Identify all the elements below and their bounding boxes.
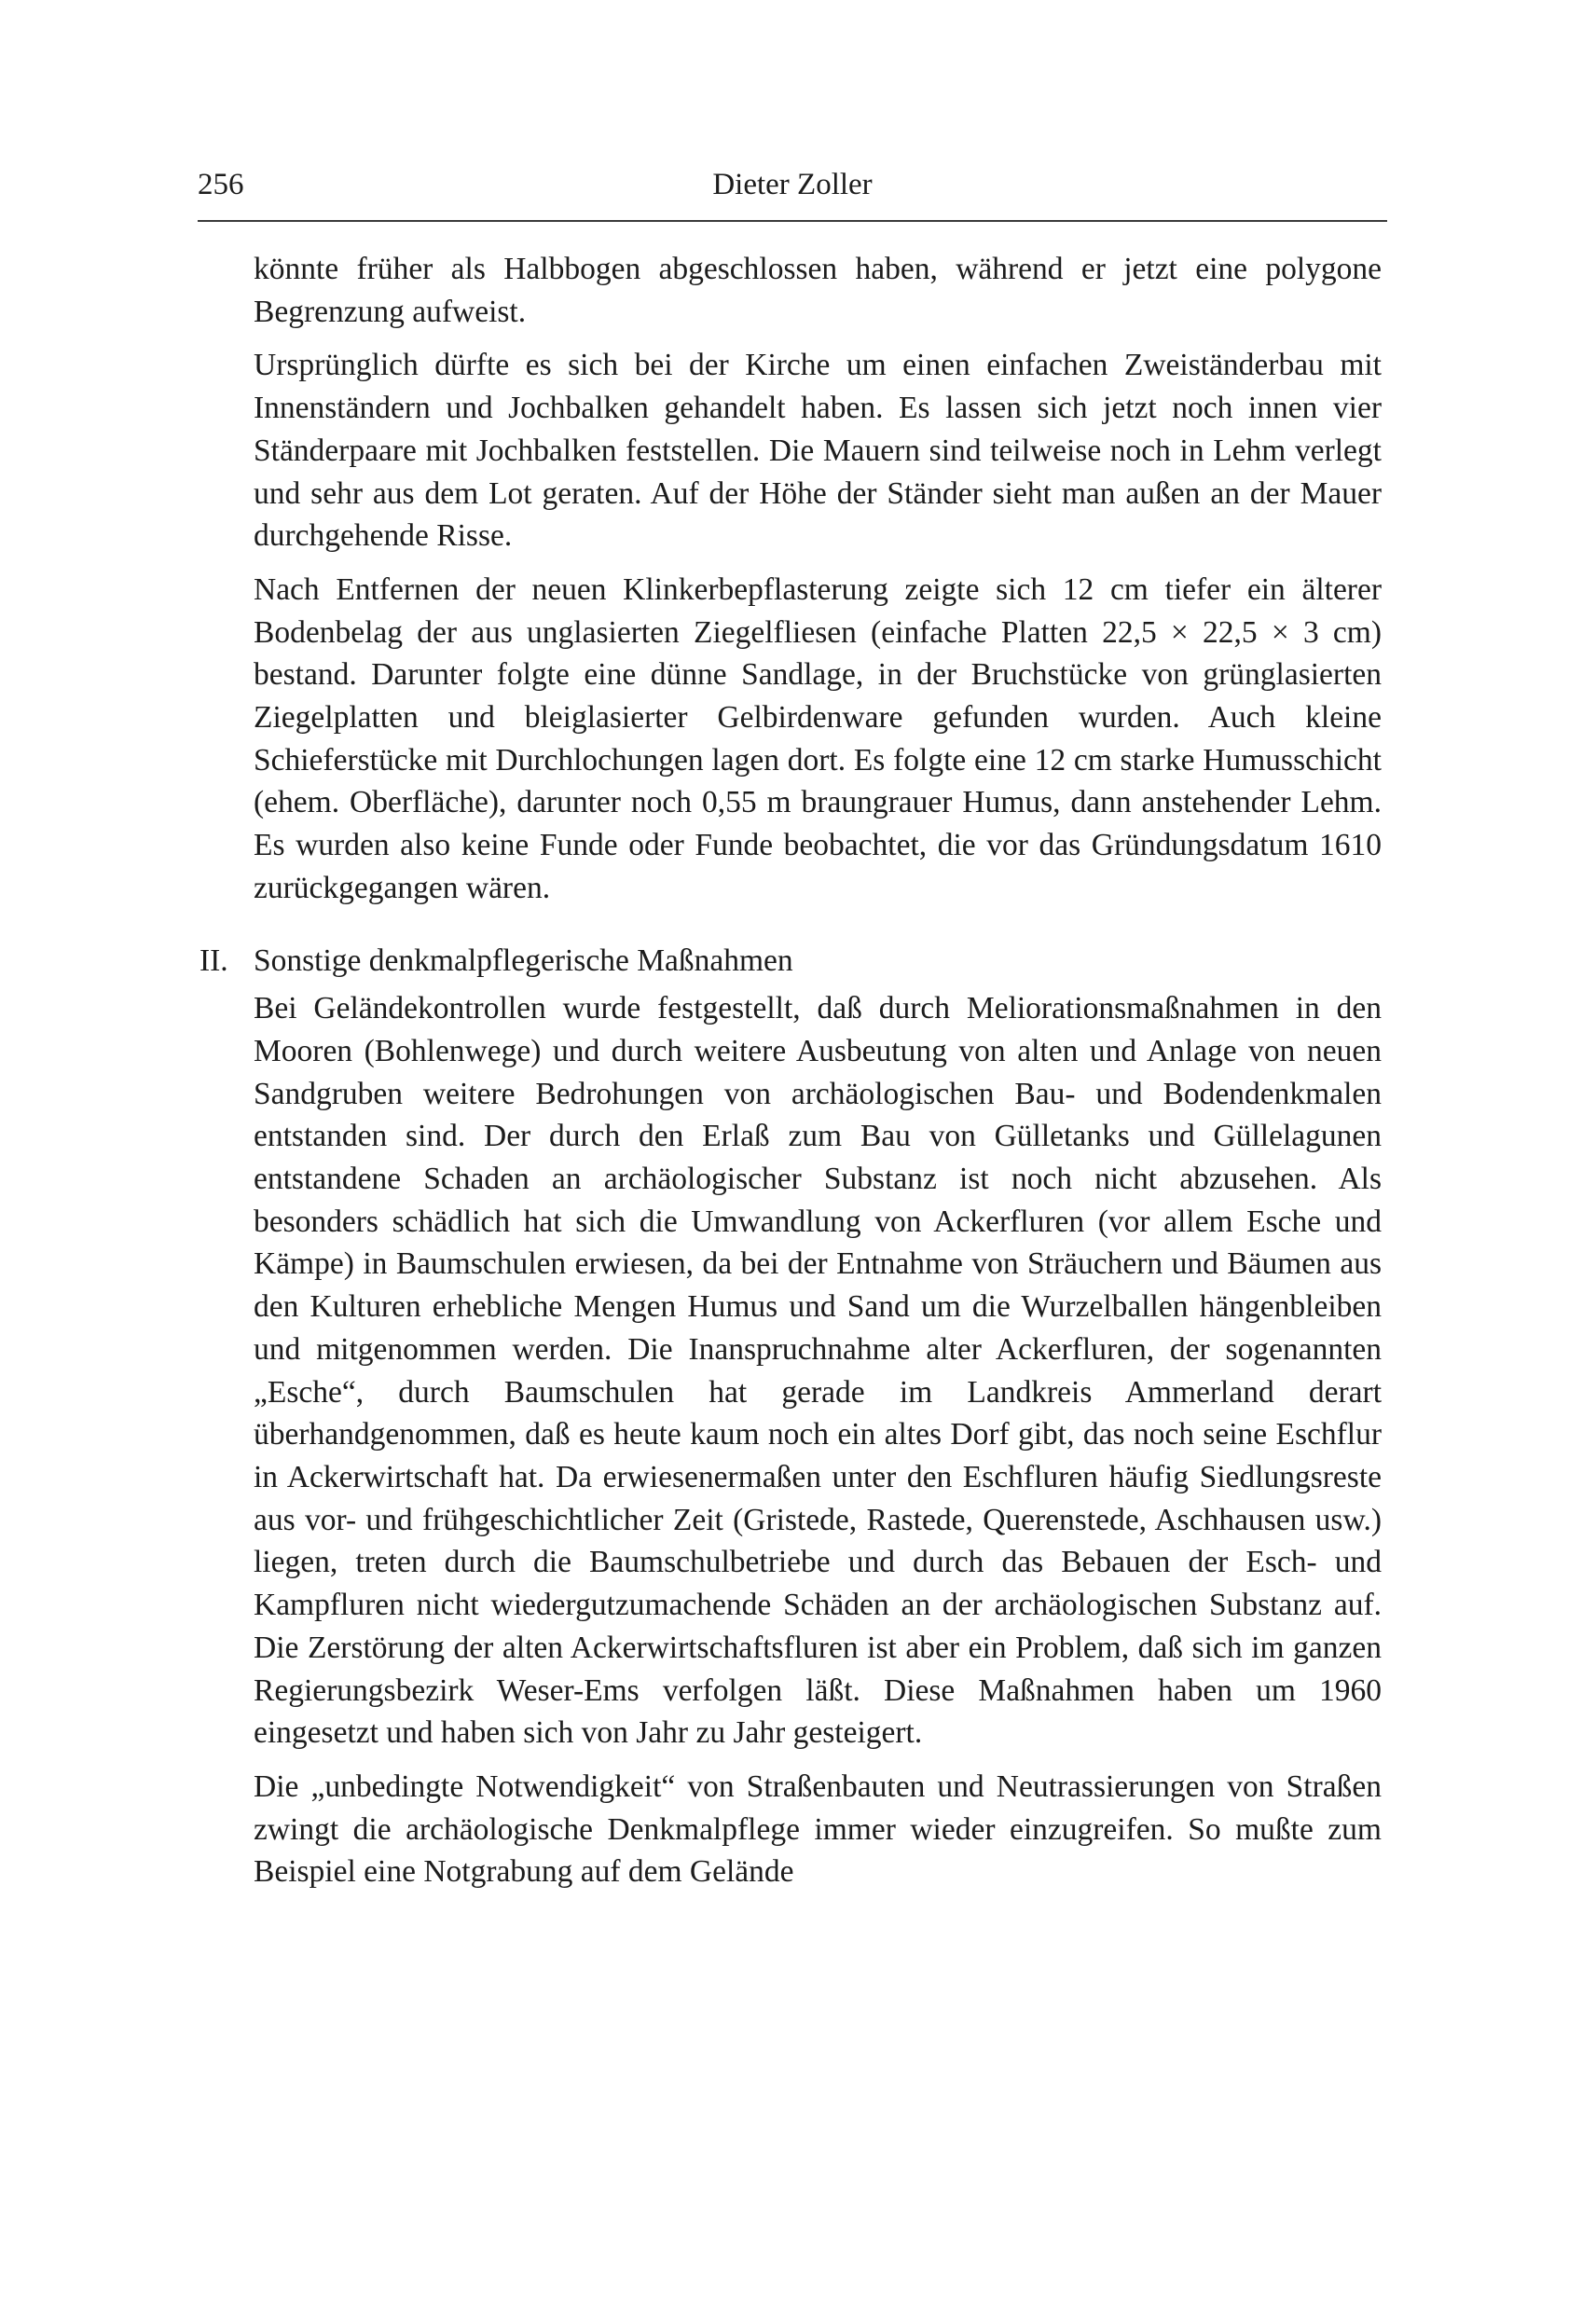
section-number: II. xyxy=(200,943,228,978)
running-head xyxy=(198,164,1387,211)
paragraph: Bei Geländekontrollen wurde festgestellt, daß durch Meliorationsmaßnahmen in den Mooren (Bohlenwege) und durch weitere Ausbeutung von alten und Anlage von neuen Sandgruben weitere Bedrohungen von archäologischen Bau- und Bodendenkmalen entstanden sind. Der durch den Erlaß zum Bau von Gülletanks und Güllelagunen entstandene Schaden an archäologischer Substanz ist noch nicht abzusehen. Als besonders schädlich hat sich die Umwandlung von Ackerfluren (vor allem Esche und Kämpe) in Baumschulen erwiesen, da bei der Entnahme von Sträuchern und Bäumen aus den Kulturen erhebliche Mengen Humus und Sand um die Wurzelballen hängenbleiben und mitgenommen werden. Die Inanspruchnahme alter Ackerfluren, der sogenannten „Esche“, durch Baumschulen hat gerade im Landkreis Ammerland derart überhandgenommen, daß es heute kaum noch ein altes Dorf gibt, das noch seine Eschflur in Ackerwirtschaft hat. Da erwiesenermaßen unter den Eschfluren häufig Siedlungsreste aus vor- und frühgeschichtlicher Zeit (Gristede, Rastede, Querenstede, Aschhausen usw.) liegen, treten durch die Baumschulbetriebe und durch das Bebauen der Esch- und Kampfluren nicht wiedergutzumachende Schäden an der archäologischen Substanz auf. Die Zerstörung der alten Ackerwirtschaftsfluren ist aber ein Problem, daß sich im ganzen Regierungsbezirk Weser-Ems verfolgen läßt. Diese Maßnahmen haben um 1960 eingesetzt und haben sich von Jahr zu Jahr gesteigert. xyxy=(254,991,1382,1751)
header-rule xyxy=(198,220,1387,222)
paragraph: Nach Entfernen der neuen Klinkerbepflasterung zeigte sich 12 cm tiefer ein älterer Bodenbelag der aus unglasierten Ziegelfliesen (einfache Platten 22,5 × 22,5 × 3 cm) bestand. Darunter folgte eine dünne Sandlage, in der Bruchstücke von grünglasierten Ziegelplatten und bleiglasierter Gelbirdenware gefunden wurden. Auch kleine Schieferstücke mit Durchlochungen lagen dort. Es folgte eine 12 cm starke Humusschicht (ehem. Oberfläche), darunter noch 0,55 m braungrauer Humus, dann anstehender Lehm. Es wurden also keine Funde oder Funde beobachtet, die vor das Gründungsdatum 1610 zurückgegangen wären. xyxy=(254,571,1382,905)
running-title: Dieter Zoller xyxy=(712,168,873,201)
paragraph: könnte früher als Halbbogen abgeschlossen haben, während er jetzt eine polygone Begrenzung aufweist. xyxy=(254,252,1382,329)
section-heading xyxy=(200,940,1382,983)
section-title: Sonstige denkmalpflegerische Maßnahmen xyxy=(254,943,793,978)
paragraph: Ursprünglich dürfte es sich bei der Kirche um einen einfachen Zweiständerbau mit Innenständern und Jochbalken gehandelt haben. Es lassen sich jetzt noch innen vier Ständerpaare mit Jochbalken feststellen. Die Mauern sind teilweise noch in Lehm verlegt und sehr aus dem Lot geraten. Auf der Höhe der Ständer sieht man außen an der Mauer durchgehende Risse. xyxy=(254,348,1382,554)
page-number: 256 xyxy=(198,168,244,201)
paragraph: Die „unbedingte Notwendigkeit“ von Straßenbauten und Neutrassierungen von Straßen zwingt die archäologische Denkmalpflege immer wieder einzugreifen. So mußte zum Beispiel eine Notgrabung auf dem Gelände xyxy=(254,1768,1382,1890)
body-text xyxy=(200,248,1382,1905)
